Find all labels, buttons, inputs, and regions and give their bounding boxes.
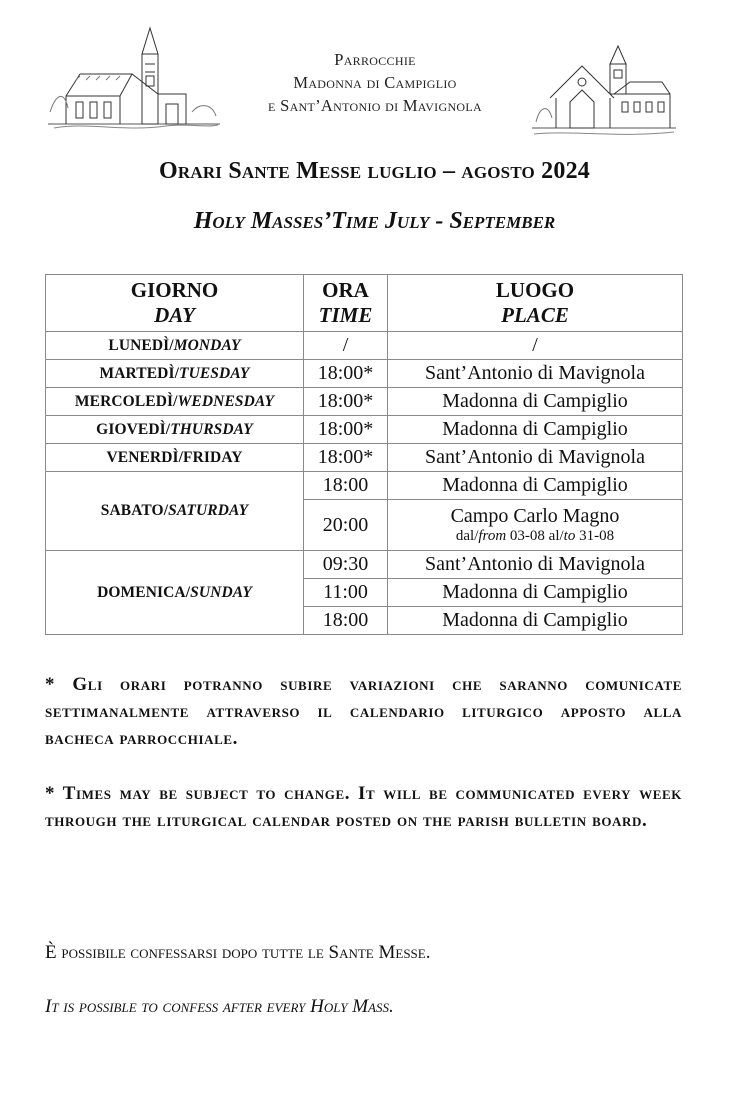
header-place-it: LUOGO <box>495 278 575 302</box>
header-time-en: TIME <box>318 303 373 327</box>
note-english: * Times may be subject to change. It will be communicated every week through the liturgical calendar posted on the parish bulletin board. <box>45 783 682 831</box>
confession-italian: È possibile confessarsi dopo tutte le Sante Messe. <box>45 942 431 963</box>
header-line-1: Parrocchie <box>334 50 416 69</box>
time-sunday-2: 11:00 <box>304 579 388 607</box>
place-thursday: Madonna di Campiglio <box>388 416 683 444</box>
place-sunday-3: Madonna di Campiglio <box>388 607 683 635</box>
time-friday: 18:00* <box>304 444 388 472</box>
header-day-it: GIORNO <box>130 278 219 302</box>
place-saturday-1: Madonna di Campiglio <box>388 472 683 500</box>
place-sunday-2: Madonna di Campiglio <box>388 579 683 607</box>
table-row-sunday-1 <box>46 551 683 579</box>
time-tuesday: 18:00* <box>304 360 388 388</box>
header-time <box>304 275 388 332</box>
table-row-wednesday <box>46 388 683 416</box>
day-monday: LUNEDÌ/MONDAY <box>46 332 304 360</box>
place-friday: Sant’Antonio di Mavignola <box>388 444 683 472</box>
header-time-it: ORA <box>322 278 369 302</box>
header-place-en: PLACE <box>501 303 569 327</box>
title-english: Holy Masses’Time July - September <box>193 208 556 234</box>
time-saturday-1: 18:00 <box>304 472 388 500</box>
time-monday: / <box>304 332 388 360</box>
time-sunday-3: 18:00 <box>304 607 388 635</box>
day-tuesday: MARTEDÌ/TUESDAY <box>46 360 304 388</box>
day-wednesday: MERCOLEDÌ/WEDNESDAY <box>46 388 304 416</box>
table-row-thursday <box>46 416 683 444</box>
place-wednesday: Madonna di Campiglio <box>388 388 683 416</box>
place-saturday-2 <box>388 500 683 551</box>
table-row-monday <box>46 332 683 360</box>
header-day-en: DAY <box>154 303 195 327</box>
day-sunday: DOMENICA/SUNDAY <box>46 551 304 635</box>
table-row-saturday-1 <box>46 472 683 500</box>
header-place <box>388 275 683 332</box>
table-row-friday <box>46 444 683 472</box>
time-saturday-2: 20:00 <box>304 500 388 551</box>
day-thursday: GIOVEDÌ/THURSDAY <box>46 416 304 444</box>
confession-english: It is possible to confess after every Holy Mass. <box>45 996 394 1017</box>
header-line-2: Madonna di Campiglio <box>293 73 457 92</box>
day-friday: VENERDÌ/FRIDAY <box>46 444 304 472</box>
mass-schedule-table <box>45 274 683 635</box>
time-thursday: 18:00* <box>304 416 388 444</box>
time-sunday-1: 09:30 <box>304 551 388 579</box>
place-monday: / <box>388 332 683 360</box>
time-wednesday: 18:00* <box>304 388 388 416</box>
place-saturday-2-dates: dal/from 03-08 al/to 31-08 <box>455 528 615 544</box>
header-line-3: e Sant’Antonio di Mavignola <box>268 96 482 115</box>
day-saturday: SABATO/SATURDAY <box>46 472 304 551</box>
church-sketch-left <box>46 24 222 136</box>
table-row-tuesday <box>46 360 683 388</box>
church-sketch-right <box>530 42 678 140</box>
parish-header <box>200 48 550 117</box>
place-saturday-2-name: Campo Carlo Magno <box>450 505 620 527</box>
place-tuesday: Sant’Antonio di Mavignola <box>388 360 683 388</box>
table-header-row <box>46 275 683 332</box>
header-day <box>46 275 304 332</box>
note-italian: * Gli orari potranno subire variazioni che saranno comunicate settimanalmente attraverso il calendario liturgico apposto alla bacheca parrocchiale. <box>45 674 682 749</box>
place-sunday-1: Sant’Antonio di Mavignola <box>388 551 683 579</box>
title-italian: Orari Sante Messe luglio – agosto 2024 <box>159 158 590 184</box>
